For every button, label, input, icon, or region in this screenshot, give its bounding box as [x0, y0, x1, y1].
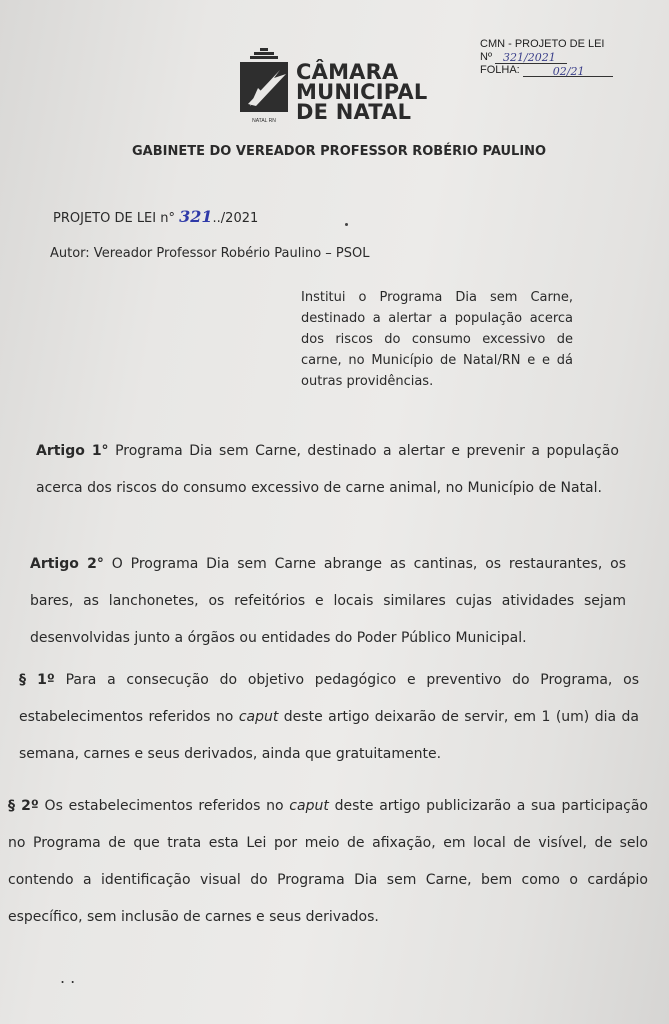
- stamp-title: CMN - PROJETO DE LEI: [480, 38, 605, 50]
- gabinete-heading: GABINETE DO VEREADOR PROFESSOR ROBÉRIO PAULINO: [132, 144, 547, 159]
- paragrafo-2-label: § 2º: [8, 798, 39, 814]
- artigo-1-label: Artigo 1°: [36, 443, 109, 459]
- artigo-2: Artigo 2° O Programa Dia sem Carne abrange as cantinas, os restaurantes, os bares, as lanchonetes, os refeitórios e locais similares cujas atividades sejam desenvolvidas junto a órgãos ou entidades do Poder Público Municipal.: [30, 556, 626, 646]
- paragrafo-2: § 2º Os estabelecimentos referidos no caput deste artigo publicizarão a sua participação no Programa de que trata esta Lei por meio de afixação, em local de visível, de selo contendo a identificação visual do Programa Dia sem Carne, bem como o cardápio específico, sem inclusão de carnes e seus derivados.: [8, 798, 648, 925]
- artigo-1: Artigo 1° Programa Dia sem Carne, destinado a alertar e prevenir a população acerca dos riscos do consumo excessivo de carne animal, no Município de Natal.: [36, 443, 619, 496]
- ementa: Institui o Programa Dia sem Carne, destinado a alertar a população acerca dos riscos do consumo excessivo de carne, no Município de Natal/RN e e dá outras providências.: [301, 290, 573, 389]
- protocol-stamp: [480, 38, 610, 77]
- page-dots: . .: [60, 968, 76, 987]
- logo-caption: NATAL RN: [252, 118, 276, 124]
- artigo-2-label: Artigo 2°: [30, 556, 104, 572]
- paragrafo-1: § 1º Para a consecução do objetivo pedagógico e preventivo do Programa, os estabelecimentos referidos no caput deste artigo deixarão de servir, em 1 (um) dia da semana, carnes e seus derivados, ainda que gratuitamente.: [19, 672, 640, 762]
- projeto-numero: 321: [179, 207, 213, 226]
- stamp-folha-value: 02/21: [552, 65, 585, 78]
- stamp-numero-value: 321/2021: [503, 51, 556, 64]
- logo-line-2: MUNICIPAL: [296, 80, 428, 104]
- stamp-numero: Nº 321/2021: [480, 51, 610, 64]
- logo-line-3: DE NATAL: [296, 100, 412, 124]
- camara-logo-text: [296, 62, 427, 122]
- logo-line-1: CÂMARA: [296, 60, 399, 84]
- autor-line: Autor: Vereador Professor Robério Paulino – PSOL: [50, 246, 370, 261]
- stamp-folha: FOLHA: 02/21: [480, 64, 610, 77]
- camara-logo-icon: [236, 48, 292, 124]
- projeto-line: PROJETO DE LEI n° 321../2021: [53, 207, 259, 226]
- paragrafo-1-label: § 1º: [19, 672, 55, 688]
- staple-mark: [345, 223, 348, 226]
